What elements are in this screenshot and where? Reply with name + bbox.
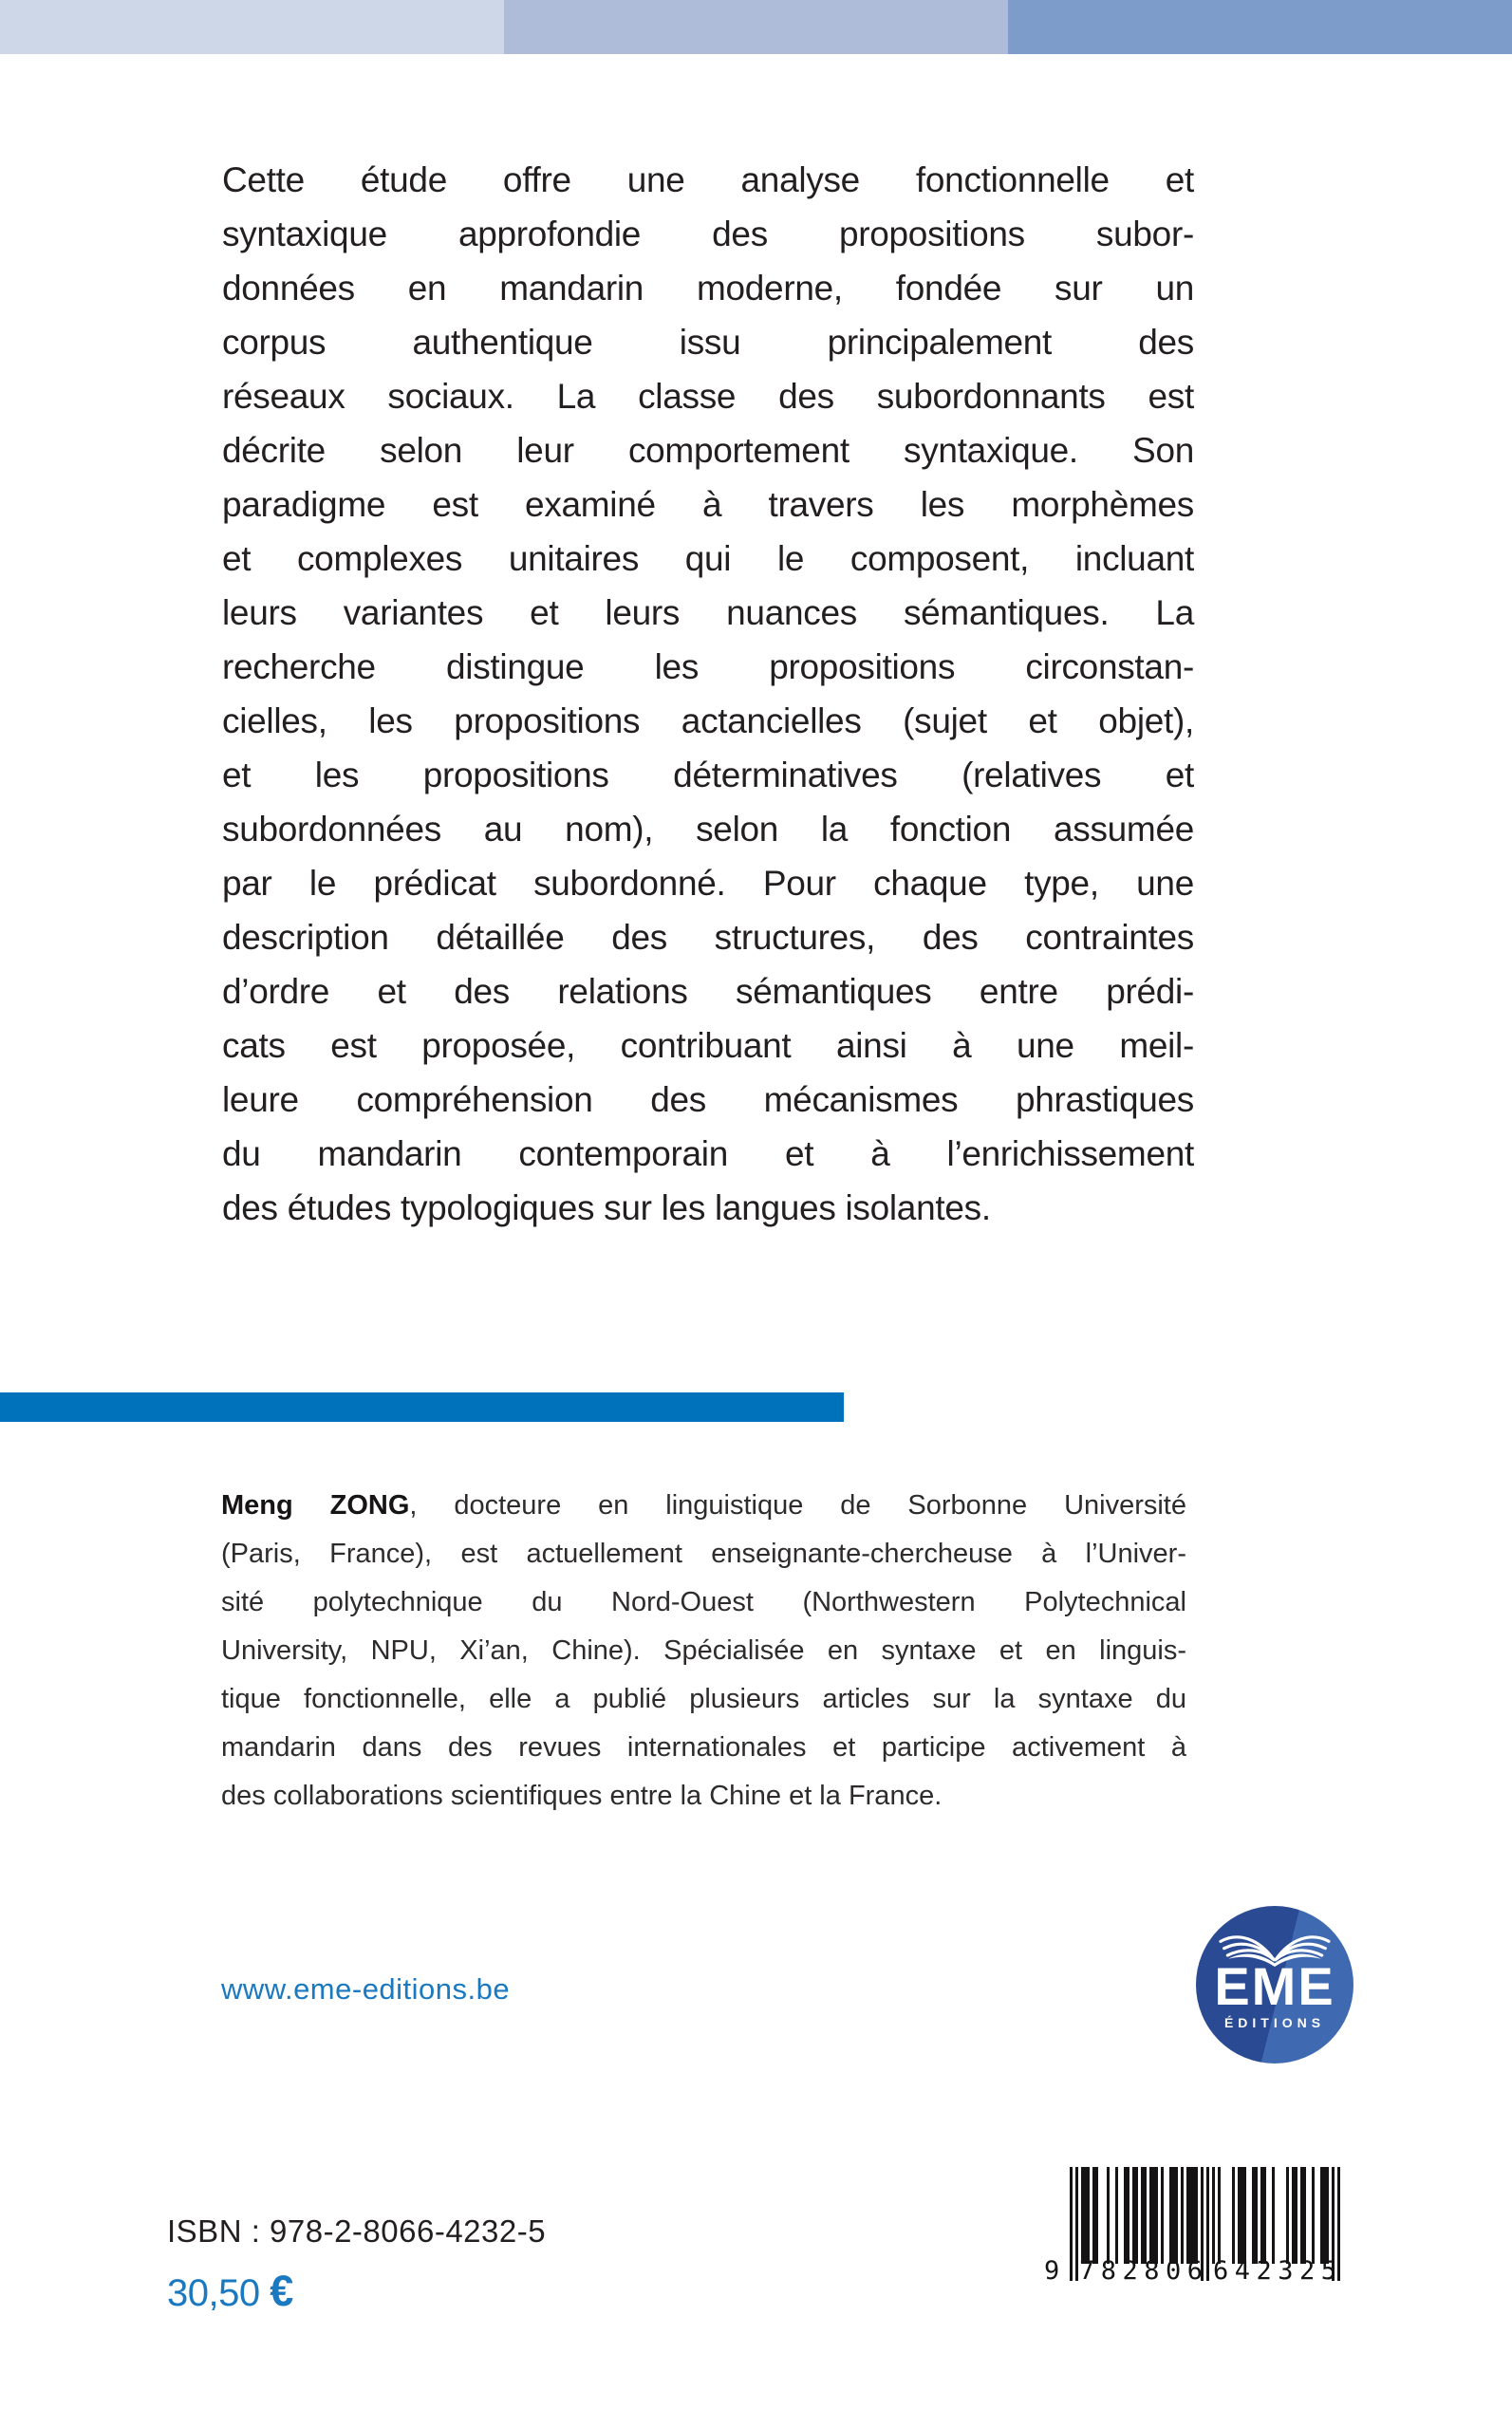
synopsis-line: des études typologiques sur les langues isolantes. <box>222 1188 991 1227</box>
isbn-text: ISBN : 978-2-8066-4232-5 <box>167 2213 547 2249</box>
synopsis-line: d’ordre et des relations sémantiques entre prédi- <box>222 972 1194 1011</box>
synopsis-line: paradigme est examiné à travers les morphèmes <box>222 485 1194 524</box>
price-amount: 30,50 <box>167 2272 271 2314</box>
section-divider-bar <box>0 1392 844 1422</box>
synopsis-line: du mandarin contemporain et à l’enrichissement <box>222 1134 1194 1173</box>
barcode-digit-group2: 642325 <box>1213 2256 1343 2286</box>
eme-logo-wordmark: EME <box>1214 1956 1335 2016</box>
bio-line: (Paris, France), est actuellement enseignante-chercheuse à l’Univer- <box>221 1539 1186 1569</box>
header-segment-light <box>0 0 504 54</box>
ean13-barcode <box>1044 2167 1343 2292</box>
synopsis-line: syntaxique approfondie des propositions subor- <box>222 215 1194 253</box>
synopsis-line: décrite selon leur comportement syntaxique. Son <box>222 431 1194 470</box>
synopsis-line: par le prédicat subordonné. Pour chaque type, une <box>222 864 1194 903</box>
euro-currency-symbol: € <box>270 2267 293 2315</box>
synopsis-line: leure compréhension des mécanismes phrastiques <box>222 1080 1194 1119</box>
synopsis-paragraph <box>222 153 1194 1235</box>
bio-line: University, NPU, Xi’an, Chine). Spécialisée en syntaxe et en linguis- <box>221 1635 1186 1666</box>
header-segment-medium <box>504 0 1008 54</box>
synopsis-line: corpus authentique issu principalement des <box>222 323 1194 362</box>
synopsis-line: données en mandarin moderne, fondée sur un <box>222 269 1194 308</box>
header-color-band <box>0 0 1512 54</box>
bio-line: tique fonctionnelle, elle a publié plusieurs articles sur la syntaxe du <box>221 1684 1186 1714</box>
synopsis-line: réseaux sociaux. La classe des subordonnants est <box>222 377 1194 416</box>
synopsis-line: description détaillée des structures, des contraintes <box>222 918 1194 957</box>
bio-line-text: , docteure en linguistique de Sorbonne Université <box>409 1490 1186 1521</box>
price-text <box>167 2267 293 2316</box>
header-segment-dark <box>1008 0 1512 54</box>
synopsis-line: leurs variantes et leurs nuances sémantiques. La <box>222 593 1194 632</box>
synopsis-line: et complexes unitaires qui le composent, incluant <box>222 539 1194 578</box>
synopsis-line: recherche distingue les propositions circonstan- <box>222 647 1194 686</box>
barcode-digit-group1: 782806 <box>1079 2256 1209 2286</box>
eme-logo-subtitle: ÉDITIONS <box>1223 2015 1326 2030</box>
synopsis-line: et les propositions déterminatives (relatives et <box>222 756 1194 794</box>
synopsis-line: cats est proposée, contribuant ainsi à une meil- <box>222 1026 1194 1065</box>
author-bio <box>221 1482 1186 1821</box>
bio-line: des collaborations scientifiques entre la Chine et la France. <box>221 1781 943 1811</box>
bio-line: mandarin dans des revues internationales et participe activement à <box>221 1732 1186 1763</box>
author-name: Meng ZONG <box>221 1490 410 1521</box>
synopsis-line: subordonnées au nom), selon la fonction assumée <box>222 810 1194 849</box>
website-url: www.eme-editions.be <box>221 1972 511 2006</box>
barcode-digit-lead: 9 <box>1044 2256 1060 2286</box>
eme-logo <box>1196 1906 1353 2064</box>
synopsis-line: Cette étude offre une analyse fonctionnelle et <box>222 160 1194 199</box>
synopsis-line: cielles, les propositions actancielles (sujet et objet), <box>222 701 1194 740</box>
bio-lines <box>221 1530 1186 1821</box>
bio-line: sité polytechnique du Nord-Ouest (Northwestern Polytechnical <box>221 1587 1186 1617</box>
bio-line <box>221 1482 1186 1530</box>
